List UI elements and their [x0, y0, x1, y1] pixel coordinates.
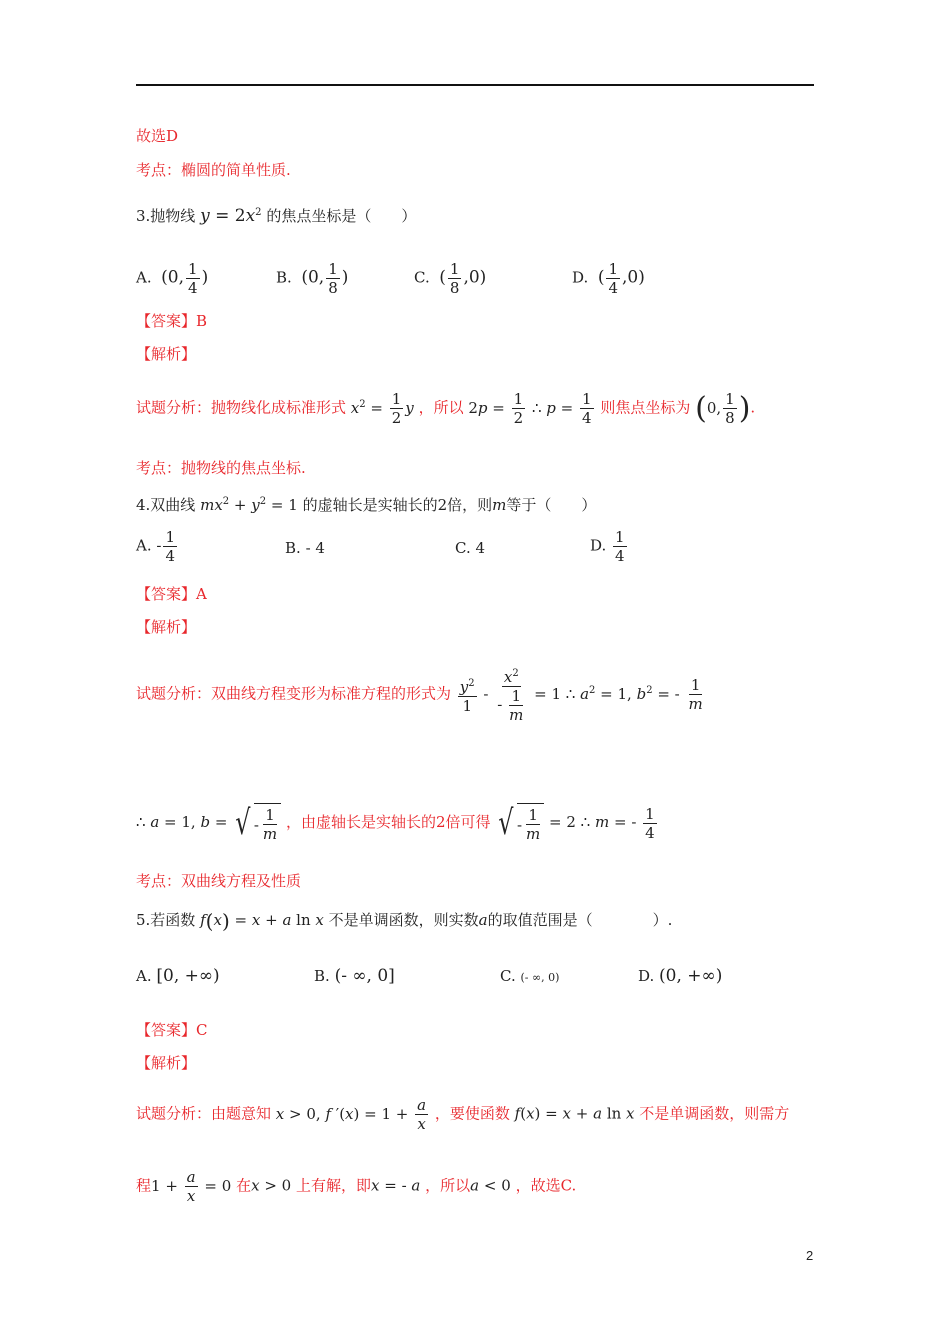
- q4-answer: 【答案】A: [136, 585, 207, 603]
- q3-answer: 【答案】B: [136, 312, 208, 330]
- q5-analysis-2: 程1 + $\frac{a}{x}$ = 0 在x > 0 上有解，即x = - a ，所以a < 0 ，故选C.: [136, 1168, 577, 1205]
- q3-analysis: 试题分析：抛物线化成标准形式 $x^2$ = $\frac{1}{2}$ y ，所以 2p = $\frac{1}{2}$ ∴ p = $\frac{1}{4}$ 则焦点坐标为 (0, $\frac{1}{8}$ ).: [136, 390, 756, 427]
- q4-option-c[interactable]: C. 4: [455, 539, 486, 557]
- q3-option-a[interactable]: A. (0, $\frac{1}{4}$ ): [136, 260, 209, 297]
- prev-kaodian: 考点：椭圆的简单性质.: [136, 161, 291, 179]
- q3-option-d[interactable]: D. ( $\frac{1}{4}$ ,0): [572, 260, 645, 297]
- q4-stem: 4.双曲线 $mx^2 + y^2 = 1$ 的虚轴长是实轴长的2倍，则m等于（ ）: [136, 496, 597, 514]
- q5-analysis-1: 试题分析：由题意知 x > 0, f ′(x) = 1 + $\frac{a}{x}$ ，要使函数 f(x) = x + a ln x 不是单调函数，则需方: [136, 1096, 790, 1133]
- q4-option-a[interactable]: A. - $\frac{1}{4}$: [136, 528, 176, 565]
- q3-stem: 3.抛物线 $y = 2x^2$ 的焦点坐标是（ ）: [136, 206, 417, 226]
- prev-answer: 故选D: [136, 127, 179, 145]
- q4-jiexi: 【解析】: [136, 618, 197, 636]
- q4-option-d[interactable]: D. $\frac{1}{4}$: [590, 528, 625, 565]
- page-number: 2: [806, 1248, 814, 1263]
- q3-option-b[interactable]: B. (0, $\frac{1}{8}$ ): [276, 260, 349, 297]
- q5-jiexi: 【解析】: [136, 1054, 197, 1072]
- q5-option-a[interactable]: A. [0, +∞): [136, 966, 220, 986]
- q4-analysis-1: 试题分析：双曲线方程变形为标准方程的形式为 $\frac{y^2}{1}$ - $x^2$ - $\frac{1}{m}$ = 1 ∴ $a^2 = 1$, $b^2$ = - $\frac{1}{m}$: [136, 665, 707, 724]
- q4-analysis-2: ∴ a = 1, b = √ - $\frac{1}{m}$ ，由虚轴长是实轴长的2倍可得 √ - $\frac{1}{m}$ = 2 ∴ m = - $\frac{1}{4}$: [136, 803, 655, 843]
- q3-option-c[interactable]: C. ( $\frac{1}{8}$ ,0): [414, 260, 487, 297]
- q5-option-d[interactable]: D. (0, +∞): [638, 966, 723, 986]
- header-rule: [136, 84, 814, 86]
- q4-option-b[interactable]: B. - 4: [285, 539, 325, 557]
- q4-kaodian: 考点：双曲线方程及性质: [136, 872, 302, 890]
- q5-option-c[interactable]: C. (- ∞, 0): [500, 967, 560, 985]
- q5-option-b[interactable]: B. (- ∞, 0]: [314, 966, 395, 986]
- q5-stem: 5.若函数 f(x) = x + a ln x 不是单调函数，则实数a的取值范围是（ ）.: [136, 909, 673, 933]
- q3-kaodian: 考点：抛物线的焦点坐标.: [136, 459, 306, 477]
- q3-jiexi: 【解析】: [136, 345, 197, 363]
- q5-answer: 【答案】C: [136, 1021, 208, 1039]
